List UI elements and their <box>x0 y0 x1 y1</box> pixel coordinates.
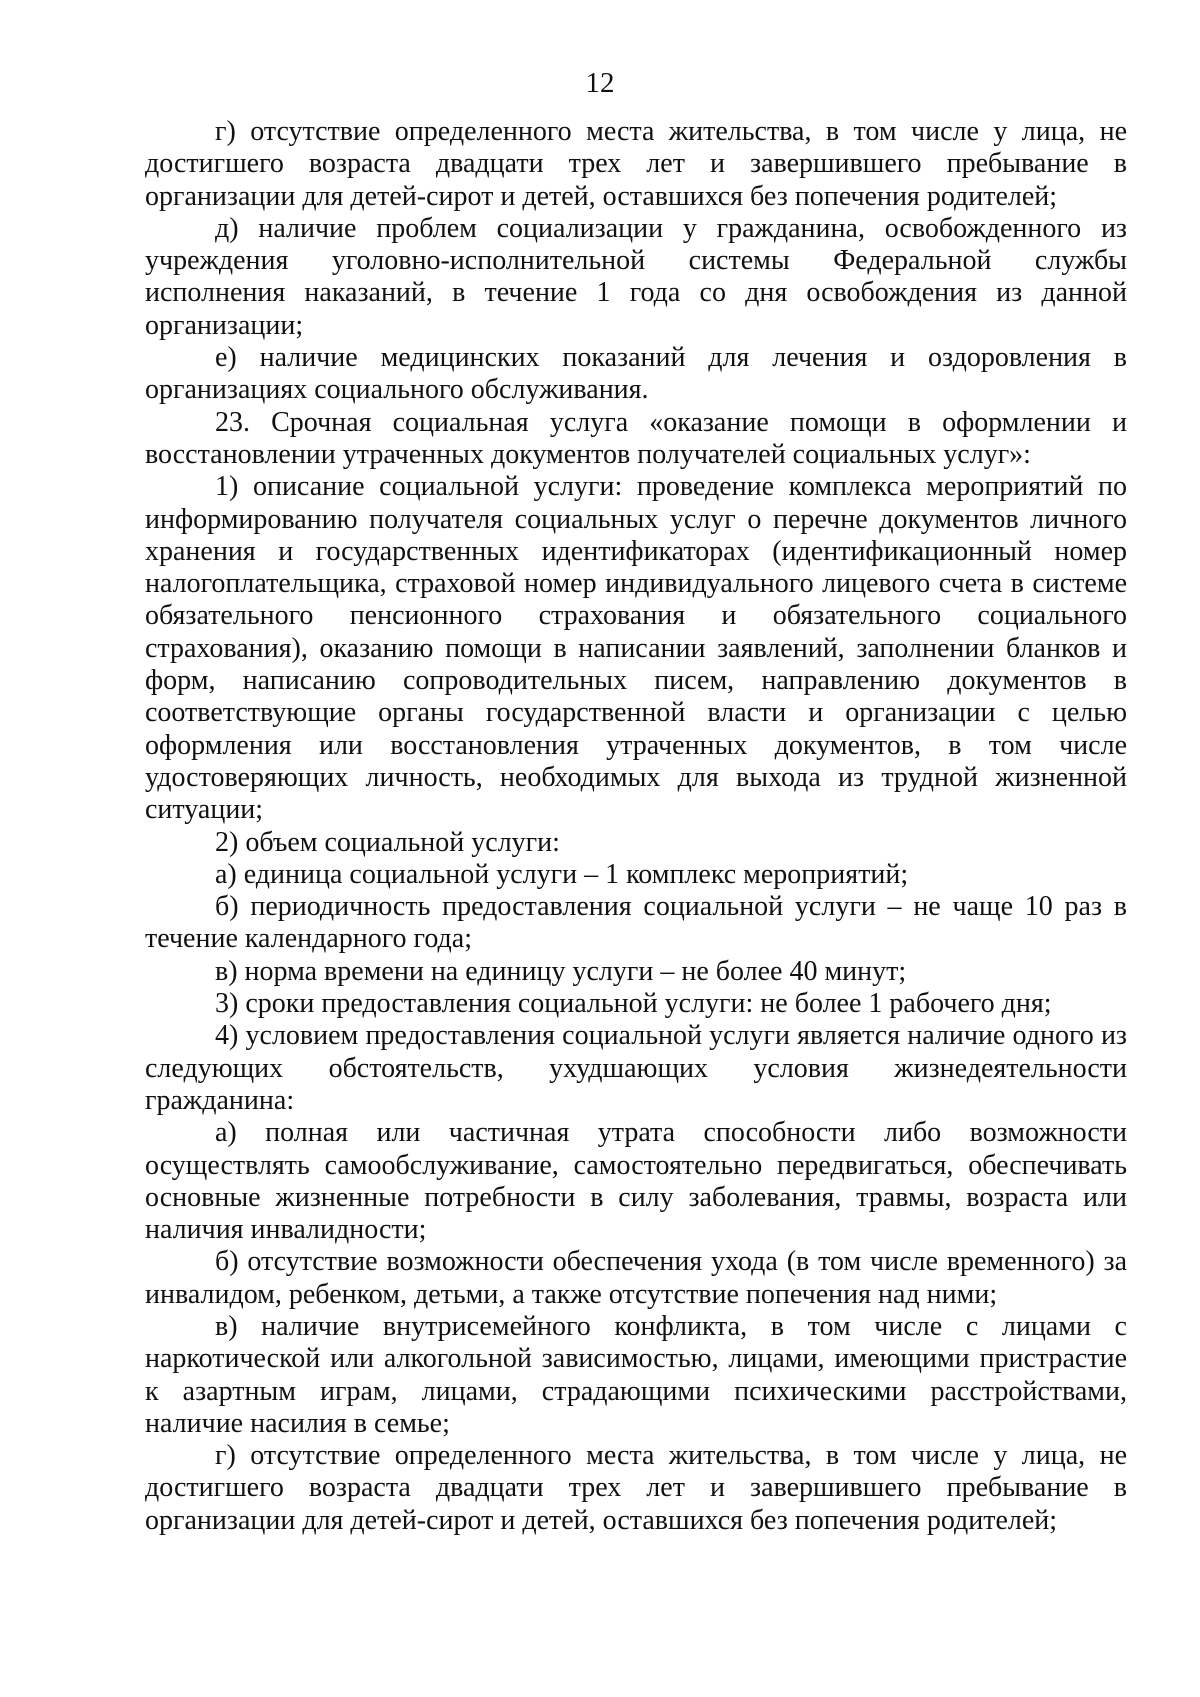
paragraph-volume-frequency: б) периодичность предоставления социальной услуги – не чаще 10 раз в течение календарного года; <box>145 891 1127 955</box>
paragraph-condition-b: б) отсутствие возможности обеспечения ухода (в том числе временного) за инвалидом, ребенком, детьми, а также отсутствие попечения над ними; <box>145 1246 1127 1310</box>
paragraph-service-condition: 4) условием предоставления социальной услуги является наличие одного из следующих обстоятельств, ухудшающих условия жизнедеятельности гражданина: <box>145 1020 1127 1116</box>
paragraph-service-terms: 3) сроки предоставления социальной услуги: не более 1 рабочего дня; <box>215 988 1052 1020</box>
paragraph-service-volume: 2) объем социальной услуги: <box>215 826 560 858</box>
paragraph-item-d: д) наличие проблем социализации у гражданина, освобожденного из учреждения уголовно-исполнительной системы Федеральной службы исполнения наказаний, в течение 1 года со дня освобождения из данной организации; <box>145 212 1127 341</box>
paragraph-condition-v: в) наличие внутрисемейного конфликта, в том числе с лицами с наркотической или алкогольной зависимостью, лицами, имеющими пристрастие к азартным играм, лицами, страдающими психическими расстройствами, наличие насилия в семье; <box>145 1310 1127 1439</box>
paragraph-item-g-first: г) отсутствие определенного места жительства, в том числе у лица, не достигшего возраста двадцати трех лет и завершившего пребывание в организации для детей-сирот и детей, оставшихся без попечения родителей; <box>145 116 1127 212</box>
paragraph-service-description: 1) описание социальной услуги: проведение комплекса мероприятий по информированию получателя социальных услуг о перечне документов личного хранения и государственных идентификаторах (идентификационный номер налогоплательщика, страховой номер индивидуального лицевого счета в системе обязательного пенсионного страхования и обязательного социального страхования), оказанию помощи в написании заявлений, заполнении бланков и форм, написанию сопроводительных писем, направлению документов в соответствующие органы государственной власти и организации с целью оформления или восстановления утраченных документов, в том числе удостоверяющих личность, необходимых для выхода из трудной жизненной ситуации; <box>145 471 1127 826</box>
paragraph-volume-unit: а) единица социальной услуги – 1 комплекс мероприятий; <box>215 858 909 890</box>
page-number: 12 <box>585 67 615 99</box>
paragraph-condition-a: а) полная или частичная утрата способности либо возможности осуществлять самообслуживание, самостоятельно передвигаться, обеспечивать основные жизненные потребности в силу заболевания, травмы, возраста или наличия инвалидности; <box>145 1117 1127 1246</box>
paragraph-section-23: 23. Срочная социальная услуга «оказание помощи в оформлении и восстановлении утраченных документов получателей социальных услуг»: <box>145 406 1127 470</box>
paragraph-volume-time-norm: в) норма времени на единицу услуги – не более 40 минут; <box>215 955 907 987</box>
document-body <box>145 116 1127 1537</box>
paragraph-condition-g: г) отсутствие определенного места жительства, в том числе у лица, не достигшего возраста двадцати трех лет и завершившего пребывание в организации для детей-сирот и детей, оставшихся без попечения родителей; <box>145 1440 1127 1536</box>
paragraph-item-e: е) наличие медицинских показаний для лечения и оздоровления в организациях социального обслуживания. <box>145 342 1127 406</box>
